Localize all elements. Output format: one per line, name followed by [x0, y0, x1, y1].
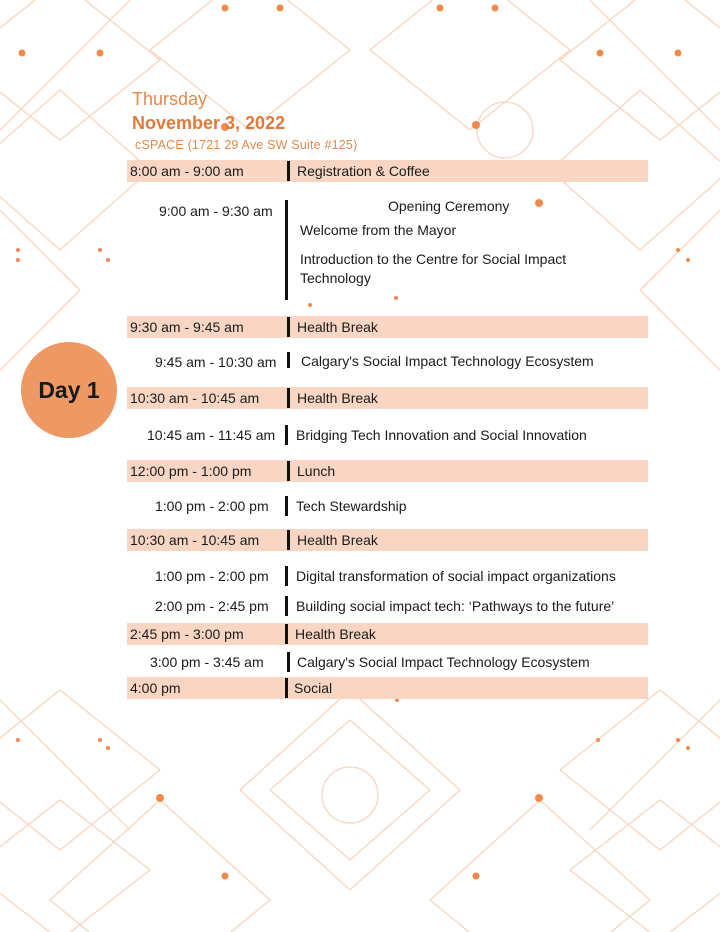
divider — [287, 388, 290, 408]
day-badge: Day 1 — [21, 342, 117, 438]
divider — [285, 566, 288, 586]
schedule-row — [127, 495, 648, 517]
schedule-row — [127, 160, 648, 182]
session-time: 9:45 am - 10:30 am — [155, 354, 277, 370]
session-time: 4:00 pm — [130, 680, 181, 696]
session-time: 2:00 pm - 2:45 pm — [155, 598, 269, 614]
session-time: 8:00 am - 9:00 am — [130, 163, 244, 179]
schedule-row — [127, 595, 648, 617]
session-title: Calgary's Social Impact Technology Ecosystem — [297, 654, 590, 670]
schedule-row — [127, 460, 648, 482]
divider — [285, 425, 288, 445]
session-title: Health Break — [297, 319, 378, 335]
divider — [285, 624, 288, 644]
session-title: Building social impact tech: ‘Pathways to the future’ — [296, 598, 615, 614]
schedule-row — [127, 424, 648, 446]
session-time: 10:45 am - 11:45 am — [147, 427, 276, 443]
session-subtitle: Welcome from the Mayor — [300, 222, 457, 238]
session-time: 10:30 am - 10:45 am — [130, 390, 260, 406]
session-subtitle: Introduction to the Centre for Social Impact — [300, 251, 567, 267]
schedule-row — [127, 623, 648, 645]
session-time: 10:30 am - 10:45 am — [130, 532, 260, 548]
schedule-row — [127, 677, 648, 699]
session-time: 1:00 pm - 2:00 pm — [155, 498, 269, 514]
divider — [287, 317, 290, 337]
event-day: Thursday — [132, 89, 208, 109]
session-time: 2:45 pm - 3:00 pm — [130, 626, 244, 642]
schedule-row — [127, 651, 648, 673]
session-title: Tech Stewardship — [296, 498, 407, 514]
session-title: Social — [294, 680, 333, 696]
schedule-row — [127, 387, 648, 409]
session-title: Registration & Coffee — [297, 163, 430, 179]
session-title: Opening Ceremony — [388, 198, 510, 214]
session-title: Digital transformation of social impact organizations — [296, 568, 616, 584]
divider — [287, 161, 290, 181]
session-title: Health Break — [295, 626, 376, 642]
schedule-row — [127, 316, 648, 338]
divider — [287, 352, 290, 368]
session-time: 1:00 pm - 2:00 pm — [155, 568, 269, 584]
session-time: 9:00 am - 9:30 am — [159, 203, 273, 219]
schedule-row — [127, 529, 648, 551]
event-venue: cSPACE (1721 29 Ave SW Suite #125) — [135, 138, 358, 152]
session-time: 9:30 am - 9:45 am — [130, 319, 244, 335]
divider — [285, 496, 288, 516]
divider — [285, 596, 288, 616]
divider — [287, 530, 290, 550]
session-subtitle: Technology — [300, 270, 371, 286]
divider — [287, 652, 290, 672]
session-title: Calgary's Social Impact Technology Ecosystem — [301, 353, 594, 369]
session-title: Lunch — [297, 463, 336, 479]
divider — [285, 678, 288, 698]
session-title: Health Break — [297, 390, 378, 406]
schedule-row — [127, 351, 648, 373]
session-title: Bridging Tech Innovation and Social Innovation — [296, 427, 587, 443]
session-time: 3:00 pm - 3:45 am — [150, 654, 264, 670]
schedule-row — [127, 565, 648, 587]
session-title: Health Break — [297, 532, 378, 548]
schedule-row — [127, 198, 648, 300]
divider — [285, 200, 288, 300]
session-time: 12:00 pm - 1:00 pm — [130, 463, 252, 479]
divider — [287, 461, 290, 481]
event-date: November 3, 2022 — [132, 113, 286, 133]
